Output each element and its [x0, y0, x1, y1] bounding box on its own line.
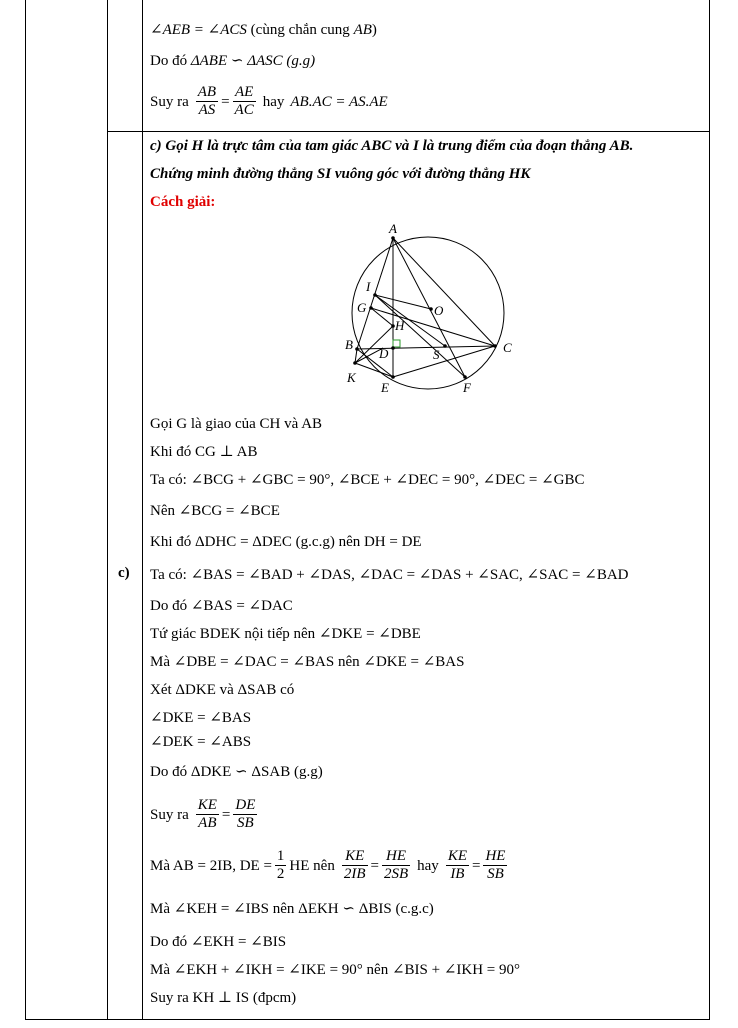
- label-F: F: [463, 380, 471, 395]
- step-6: Ta có: ∠BAS = ∠BAD + ∠DAS, ∠DAC = ∠DAS + ∠SAC, ∠SAC = ∠BAD: [150, 567, 629, 583]
- table-col-divider-1: [107, 0, 108, 1020]
- section-label: c): [118, 565, 130, 581]
- geometry-figure: [335, 220, 535, 400]
- tail-4: Suy ra KH ⊥ IS (đpcm): [150, 990, 297, 1006]
- point-K: [353, 361, 357, 365]
- top-line-2: Do đó ΔABE ∽ ΔASC (g.g): [150, 53, 316, 69]
- fraction: $\frac{AB}{AS}$: [197, 84, 217, 118]
- tail-3: Mà ∠EKH + ∠IKH = ∠IKE = 90° nên ∠BIS + ∠IKH = 90°: [150, 962, 521, 978]
- fraction: $\frac{KE}{2IB}$: [343, 848, 366, 882]
- segment-EC: [393, 346, 495, 377]
- step-8: Tứ giác BDEK nội tiếp nên ∠DKE = ∠DBE: [150, 626, 421, 642]
- segment-AC: [393, 238, 495, 346]
- point-G: [369, 306, 373, 310]
- label-G: G: [357, 300, 367, 315]
- point-E: [391, 375, 395, 379]
- point-S: [443, 344, 447, 348]
- label-H: H: [395, 318, 405, 333]
- step-9: Mà ∠DBE = ∠DAC = ∠BAS nên ∠DKE = ∠BAS: [150, 654, 465, 670]
- step-13: Do đó ΔDKE ∽ ΔSAB (g.g): [150, 764, 323, 780]
- step-4: Nên ∠BCG = ∠BCE: [150, 503, 280, 519]
- table-bottom-border: [25, 1019, 710, 1020]
- fraction: $\frac{DE}{SB}$: [235, 797, 256, 831]
- step-11: ∠DKE = ∠BAS: [150, 710, 252, 726]
- point-C: [493, 344, 497, 348]
- top-line-3: Suy ra $\frac{AB}{AS}$ = $\frac{AE}{AC}$ hay AB.AC = AS.AE: [150, 84, 388, 118]
- table-left-border: [25, 0, 26, 1020]
- step-10: Xét ΔDKE và ΔSAB có: [150, 682, 295, 698]
- fraction: $\frac{HE}{SB}$: [485, 848, 506, 882]
- step-1: Gọi G là giao của CH và AB: [150, 416, 323, 432]
- segment-AF: [393, 238, 465, 377]
- point-D: [391, 346, 395, 350]
- problem-line-2: Chứng minh đường thẳng SI vuông góc với đường thẳng HK: [150, 166, 531, 182]
- segment-BC: [357, 346, 495, 349]
- label-A: A: [389, 221, 397, 236]
- step-12: ∠DEK = ∠ABS: [150, 734, 252, 750]
- fraction-line-1: Suy ra $\frac{KE}{AB}$ = $\frac{DE}{SB}$: [150, 797, 256, 831]
- table-col-divider-2: [142, 0, 143, 1020]
- fraction: $\frac{KE}{AB}$: [197, 797, 217, 831]
- solution-heading: Cách giải:: [150, 194, 216, 210]
- point-O: [429, 307, 433, 311]
- point-B: [355, 347, 359, 351]
- label-S: S: [433, 347, 440, 362]
- tail-2: Do đó ∠EKH = ∠BIS: [150, 934, 287, 950]
- right-angle-mark: [393, 340, 400, 347]
- top-line-1: ∠AEB = ∠ACS (cùng chắn cung AB): [150, 22, 377, 38]
- fraction-half: $\frac{1}{2}$: [276, 848, 285, 882]
- table-right-border: [709, 0, 710, 1020]
- tail-1: Mà ∠KEH = ∠IBS nên ΔEKH ∽ ΔBIS (c.g.c): [150, 901, 434, 917]
- segment-IF: [375, 295, 465, 377]
- label-I: I: [366, 279, 371, 294]
- label-C: C: [503, 340, 512, 355]
- point-I: [373, 293, 377, 297]
- step-2: Khi đó CG ⊥ AB: [150, 444, 258, 460]
- label-E: E: [381, 380, 389, 395]
- label-B: B: [345, 337, 353, 352]
- label-D: D: [379, 346, 389, 361]
- label-K: K: [347, 370, 356, 385]
- step-3: Ta có: ∠BCG + ∠GBC = 90°, ∠BCE + ∠DEC = 90°, ∠DEC = ∠GBC: [150, 472, 585, 488]
- fraction-line-2: Mà AB = 2IB, DE = $\frac{1}{2}$ HE nên $\frac{KE}{2IB}$ = $\frac{HE}{2SB}$ hay $\frac{KE}{IB}$ = $\frac{HE}{SB}$: [150, 848, 506, 882]
- step-5: Khi đó ΔDHC = ΔDEC (g.c.g) nên DH = DE: [150, 534, 422, 550]
- fraction: $\frac{KE}{IB}$: [447, 848, 467, 882]
- point-F: [463, 375, 467, 379]
- segment-GH: [371, 308, 393, 326]
- fraction: $\frac{HE}{2SB}$: [383, 848, 409, 882]
- step-7: Do đó ∠BAS = ∠DAC: [150, 598, 293, 614]
- fraction: $\frac{AE}{AC}$: [234, 84, 254, 118]
- row-divider: [107, 131, 710, 132]
- label-O: O: [434, 303, 444, 318]
- problem-line-1: c) Gọi H là trực tâm của tam giác ABC và I là trung điểm của đoạn thẳng AB.: [150, 138, 634, 154]
- segment-KE: [355, 363, 393, 377]
- point-A: [391, 236, 395, 240]
